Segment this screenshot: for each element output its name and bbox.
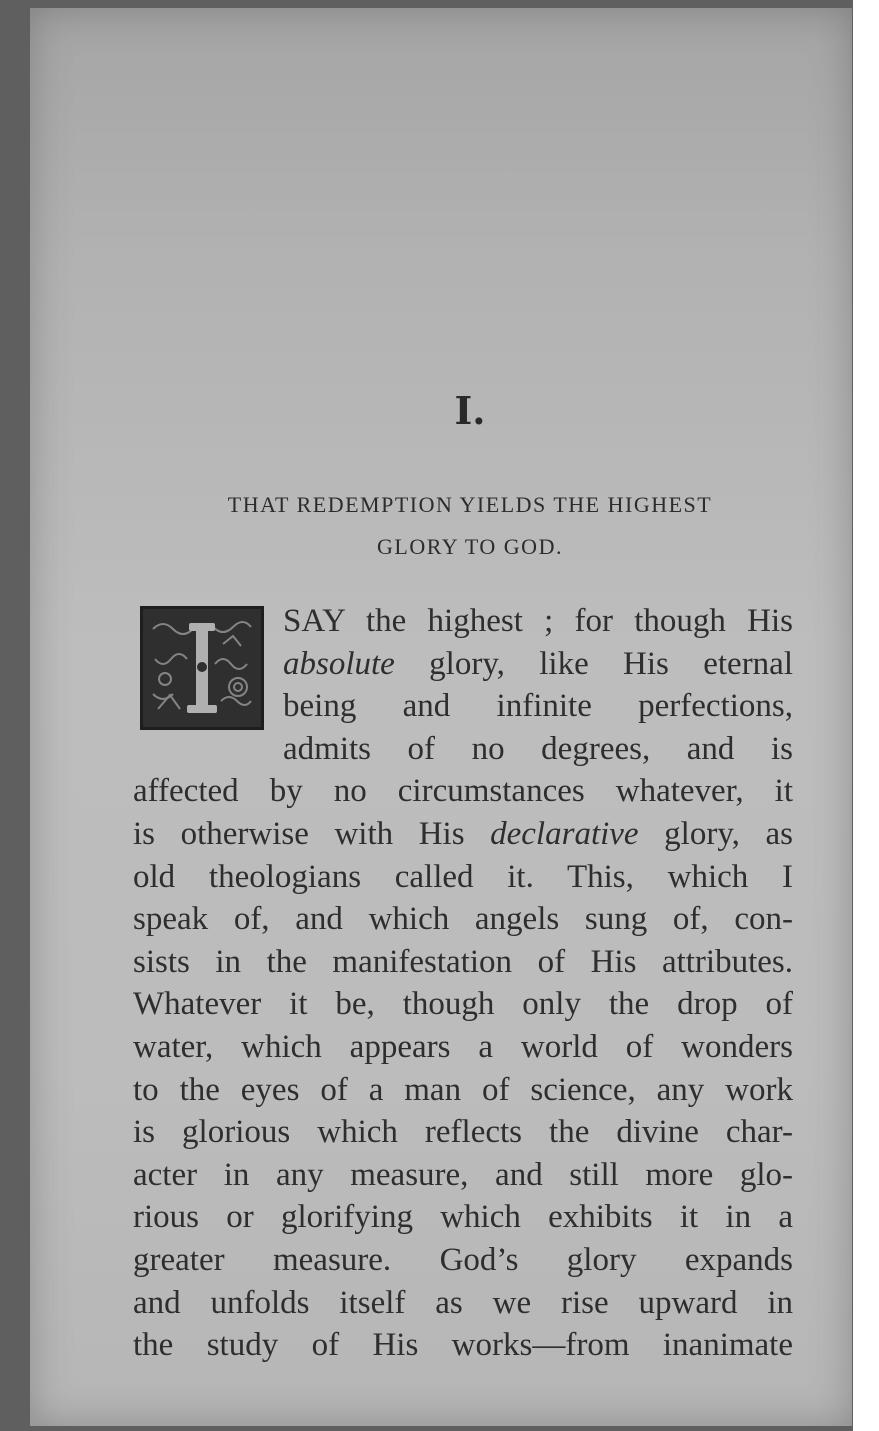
- text-run: the study of His works—from inanimate: [133, 1327, 793, 1364]
- chapter-number: I.: [454, 388, 486, 433]
- text-line: [133, 1069, 793, 1112]
- text-run: Whatever it be, though only the drop of: [133, 986, 793, 1023]
- text-line: [133, 600, 793, 643]
- text-run: and unfolds itself as we rise upward in: [133, 1284, 793, 1321]
- text-run: is otherwise with His: [133, 815, 491, 852]
- chapter-title-line-1: THAT REDEMPTION YIELDS THE HIGHEST: [227, 492, 713, 517]
- chapter-title: [140, 484, 800, 568]
- text-line: [133, 1154, 793, 1197]
- text-run: greater measure. God’s glory expands: [133, 1241, 793, 1278]
- chapter-title-line-2: GLORY TO GOD.: [377, 534, 563, 559]
- text-run: being and infinite perfections,: [283, 688, 793, 725]
- text-run: sists in the manifestation of His attributes.: [133, 943, 793, 980]
- text-line: [133, 1324, 793, 1367]
- text-run: rious or glorifying which exhibits it in a: [133, 1199, 793, 1236]
- text-line: [133, 1196, 793, 1239]
- text-line: [133, 1111, 793, 1154]
- text-line: [133, 1239, 793, 1282]
- text-run: glory, like His eternal: [394, 645, 793, 682]
- text-run: is glorious which reflects the divine char-: [133, 1114, 793, 1151]
- text-line: [133, 941, 793, 984]
- text-run: old theologians called it. This, which I: [133, 858, 793, 895]
- text-line: [133, 643, 793, 686]
- text-run: admits of no degrees, and is: [283, 730, 793, 767]
- body-paragraph: [133, 600, 793, 1367]
- text-line: [133, 856, 793, 899]
- text-run: to the eyes of a man of science, any work: [133, 1071, 793, 1108]
- text-run: speak of, and which angels sung of, con-: [133, 901, 793, 938]
- scan-margin: [853, 0, 879, 1431]
- text-line: [133, 1026, 793, 1069]
- text-run: affected by no circumstances whatever, it: [133, 773, 793, 810]
- text-run: SAY the highest ; for though His: [283, 603, 793, 639]
- text-line: [133, 728, 793, 771]
- text-line: [133, 898, 793, 941]
- text-line: [133, 770, 793, 813]
- text-run: glory, as: [638, 815, 793, 852]
- text-line: [133, 1282, 793, 1325]
- text-run: water, which appears a world of wonders: [133, 1028, 793, 1065]
- text-run: acter in any measure, and still more glo-: [133, 1156, 793, 1193]
- italic-text-run: absolute: [283, 645, 395, 682]
- text-line: [133, 983, 793, 1026]
- italic-text-run: declarative: [490, 815, 639, 852]
- text-line: [133, 813, 793, 856]
- text-line: [133, 685, 793, 728]
